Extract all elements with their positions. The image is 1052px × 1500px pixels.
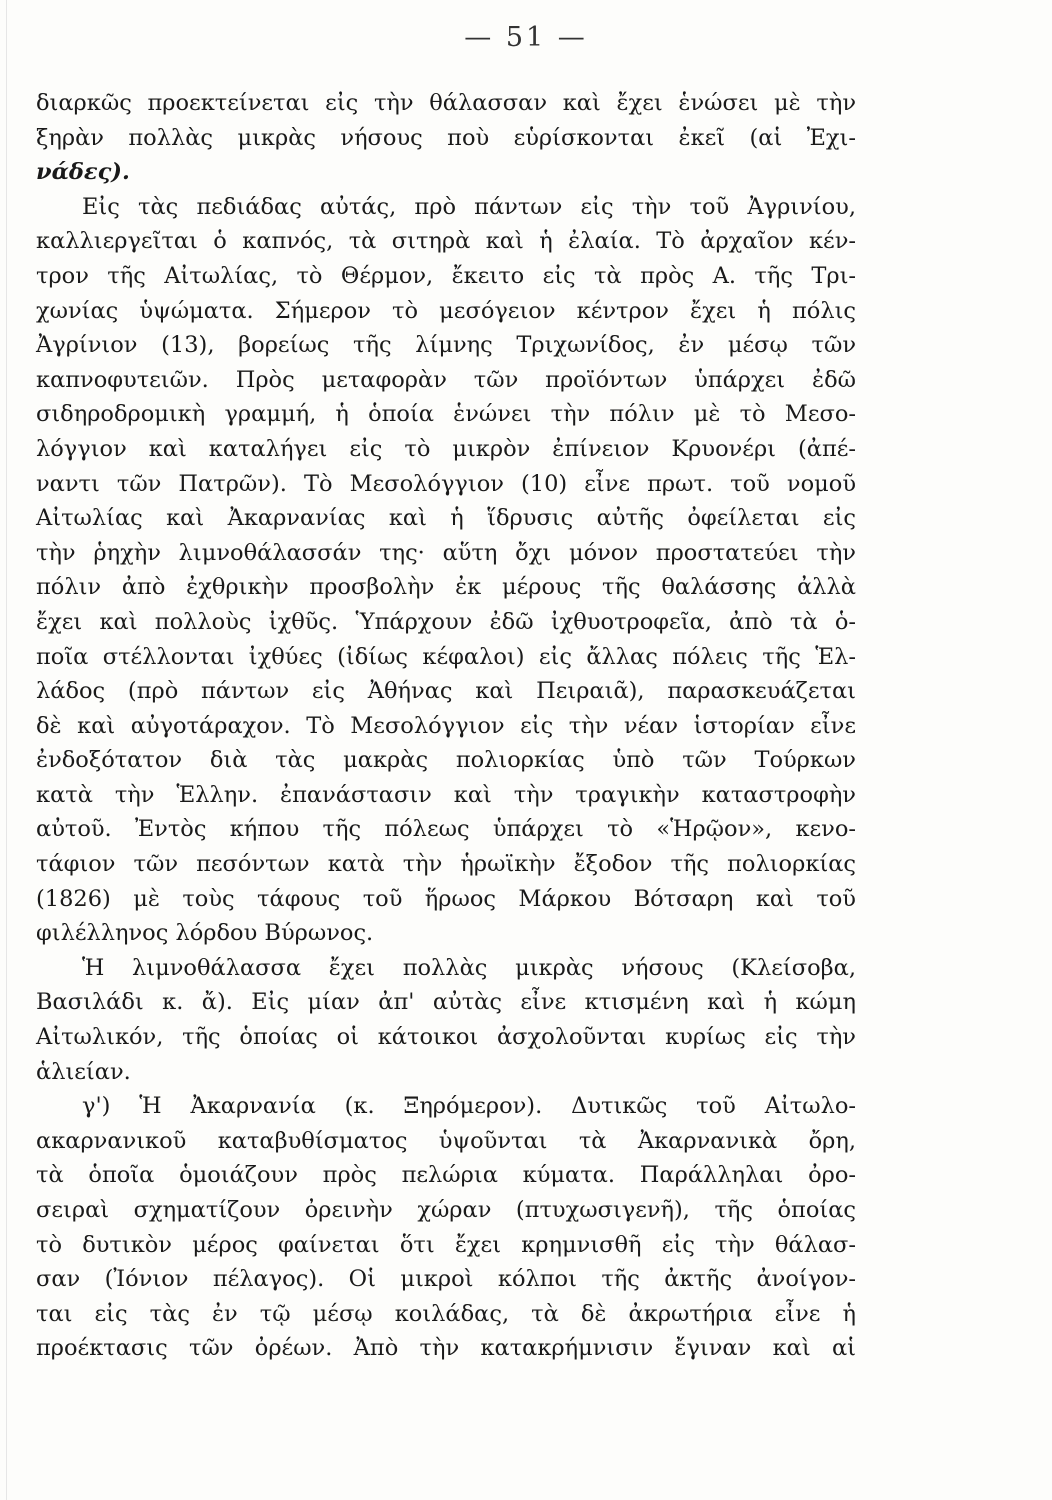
text-line: ναντι τῶν Πατρῶν). Τὸ Μεσολόγγιον (10) εἶνε πρωτ. τοῦ νομοῦ [36, 470, 856, 497]
text-line: τὴν ῥηχὴν λιμνοθάλασσάν της· αὕτη ὄχι μόνον προστατεύει τὴν [36, 539, 856, 566]
paragraph-3 [36, 951, 856, 1089]
text-line: Βασιλάδι κ. ἄ). Εἰς μίαν ἀπ' αὐτὰς εἶνε κτισμένη καὶ ἡ κώμη [36, 989, 856, 1016]
body-text [36, 86, 856, 1366]
paragraph-2 [36, 190, 856, 951]
text-line: λάδος (πρὸ πάντων εἰς Ἀθήνας καὶ Πειραιᾶ), παρασκευάζεται [36, 678, 856, 705]
text-line: Αἰτωλίας καὶ Ἀκαρνανίας καὶ ἡ ἵδρυσις αὐτῆς ὀφείλεται εἰς [36, 505, 856, 532]
text-line: τάφιον τῶν πεσόντων κατὰ τὴν ἡρωϊκὴν ἔξοδον τῆς πολιορκίας [36, 851, 856, 878]
paragraph-4 [36, 1089, 856, 1366]
text-line: τρον τῆς Αἰτωλίας, τὸ Θέρμον, ἔκειτο εἰς τὰ πρὸς Α. τῆς Τρι- [36, 262, 856, 289]
text-line: τὰ ὁποῖα ὁμοιάζουν πρὸς πελώρια κύματα. Παράλληλαι ὀρο- [36, 1162, 856, 1189]
text-line: σαν (Ἰόνιον πέλαγος). Οἱ μικροὶ κόλποι τῆς ἀκτῆς ἀνοίγον- [36, 1266, 856, 1293]
text-line: χωνίας ὑψώματα. Σήμερον τὸ μεσόγειον κέντρον ἔχει ἡ πόλις [36, 297, 856, 324]
paragraph-1 [36, 86, 856, 190]
text-line: τὸ δυτικὸν μέρος φαίνεται ὅτι ἔχει κρημνισθῆ εἰς τὴν θάλασ- [36, 1231, 856, 1258]
section-heading-line: γ') Ἡ Ἀκαρνανία (κ. Ξηρόμερον). Δυτικῶς τοῦ Αἰτωλο- [82, 1093, 856, 1120]
text-line: ξηρὰν πολλὰς μικρὰς νήσους ποὺ εὑρίσκονται ἐκεῖ (αἱ Ἐχι- [36, 124, 856, 151]
text-line: νάδες). [36, 159, 130, 186]
text-line: Ἡ λιμνοθάλασσα ἔχει πολλὰς μικρὰς νήσους (Κλείσοβα, [82, 954, 856, 981]
text-line: Εἰς τὰς πεδιάδας αὐτάς, πρὸ πάντων εἰς τὴν τοῦ Ἀγρινίου, [82, 193, 856, 220]
text-line: Ἀγρίνιον (13), βορείως τῆς λίμνης Τριχωνίδος, ἐν μέσῳ τῶν [36, 332, 856, 359]
text-line: ἁλιείαν. [36, 1058, 131, 1085]
text-line: ἔχει καὶ πολλοὺς ἰχθῦς. Ὑπάρχουν ἐδῶ ἰχθυοτροφεῖα, ἀπὸ τὰ ὁ- [36, 608, 856, 635]
text-line: σειραὶ σχηματίζουν ὀρεινὴν χώραν (πτυχωσιγενῆ), τῆς ὁποίας [36, 1197, 856, 1223]
text-line: αὐτοῦ. Ἐντὸς κήπου τῆς πόλεως ὑπάρχει τὸ «Ἡρῷον», κενο- [36, 816, 856, 843]
text-line: ται εἰς τὰς ἐν τῷ μέσῳ κοιλάδας, τὰ δὲ ἀκρωτήρια εἶνε ἡ [36, 1300, 856, 1327]
scan-edge-shadow [6, 0, 7, 1500]
text-line: σιδηροδρομικὴ γραμμή, ἡ ὁποία ἑνώνει τὴν πόλιν μὲ τὸ Μεσο- [36, 401, 856, 428]
text-line: ποῖα στέλλονται ἰχθύες (ἰδίως κέφαλοι) εἰς ἄλλας πόλεις τῆς Ἑλ- [36, 643, 856, 670]
text-line: λόγγιον καὶ καταλήγει εἰς τὸ μικρὸν ἐπίνειον Κρυονέρι (ἀπέ- [36, 435, 856, 462]
text-line: προέκτασις τῶν ὀρέων. Ἀπὸ τὴν κατακρήμνισιν ἔγιναν καὶ αἱ [36, 1335, 856, 1362]
text-line: (1826) μὲ τοὺς τάφους τοῦ ἥρωος Μάρκου Βότσαρη καὶ τοῦ [36, 885, 856, 912]
text-line: ακαρνανικοῦ καταβυθίσματος ὑψοῦνται τὰ Ἀκαρνανικὰ ὄρη, [36, 1127, 856, 1154]
text-line: Αἰτωλικόν, τῆς ὁποίας οἱ κάτοικοι ἀσχολοῦνται κυρίως εἰς τὴν [36, 1024, 856, 1051]
text-line: κατὰ τὴν Ἑλλην. ἐπανάστασιν καὶ τὴν τραγικὴν καταστροφὴν [36, 781, 856, 808]
text-line: διαρκῶς προεκτείνεται εἰς τὴν θάλασσαν καὶ ἔχει ἑνώσει μὲ τὴν [36, 90, 856, 116]
text-line: δὲ καὶ αὐγοτάραχον. Τὸ Μεσολόγγιον εἰς τὴν νέαν ἱστορίαν εἶνε [36, 712, 856, 739]
text-line: πόλιν ἀπὸ ἐχθρικὴν προσβολὴν ἐκ μέρους τῆς θαλάσσης ἀλλὰ [36, 574, 856, 601]
page-number: — 51 — [464, 22, 588, 53]
text-line: φιλέλληνος λόρδου Βύρωνος. [36, 920, 374, 947]
text-line: ἐνδοξότατον διὰ τὰς μακρὰς πολιορκίας ὑπὸ τῶν Τούρκων [36, 747, 856, 774]
text-line: καπνοφυτειῶν. Πρὸς μεταφορὰν τῶν προϊόντων ὑπάρχει ἐδῶ [36, 366, 856, 393]
text-line: καλλιεργεῖται ὁ καπνός, τὰ σιτηρὰ καὶ ἡ ἐλαία. Τὸ ἀρχαῖον κέν- [36, 228, 856, 255]
